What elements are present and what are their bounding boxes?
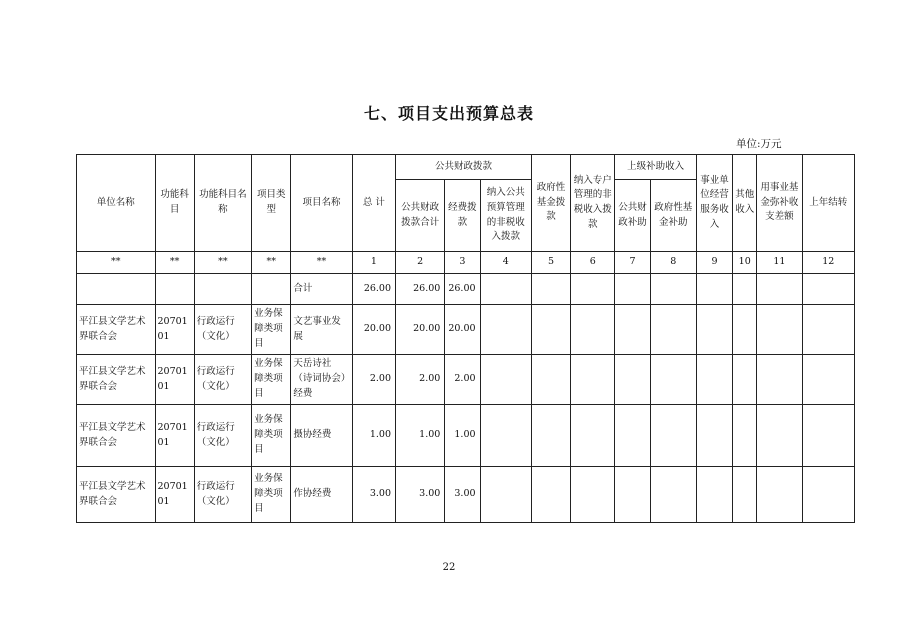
index-cell: **	[291, 252, 352, 274]
expense-cell: 26.00	[445, 274, 480, 305]
func-code-cell: 20701 01	[155, 467, 194, 523]
table-row	[77, 305, 855, 355]
header-func-name: 功能科目名称	[194, 155, 251, 252]
index-cell: **	[155, 252, 194, 274]
proj-type-cell: 业务保障类项目	[252, 467, 291, 523]
index-cell: 8	[650, 252, 696, 274]
header-sup-public: 公共财政补助	[615, 180, 650, 252]
header-special-nontax: 纳入专户管理的非税收入拨款	[571, 155, 615, 252]
expense-cell: 3.00	[445, 467, 480, 523]
index-cell: 12	[802, 252, 854, 274]
index-cell: 1	[352, 252, 395, 274]
func-name-cell: 行政运行（文化）	[194, 467, 251, 523]
index-cell: **	[252, 252, 291, 274]
expense-cell: 1.00	[445, 405, 480, 467]
public-total-cell: 20.00	[396, 305, 445, 355]
total-label: 合计	[291, 274, 352, 305]
index-cell: **	[77, 252, 156, 274]
index-cell: 4	[480, 252, 531, 274]
header-prev-balance: 上年结转	[802, 155, 854, 252]
public-total-cell: 26.00	[396, 274, 445, 305]
func-code-cell: 20701 01	[155, 405, 194, 467]
header-proj-type: 项目类型	[252, 155, 291, 252]
proj-name-cell: 天岳诗社（诗词协会）经费	[291, 355, 352, 405]
total-row	[77, 274, 855, 305]
expense-cell: 2.00	[445, 355, 480, 405]
func-code-cell: 20701 01	[155, 305, 194, 355]
index-cell: 11	[757, 252, 802, 274]
page-number: 22	[442, 562, 456, 573]
proj-type-cell: 业务保障类项目	[252, 355, 291, 405]
unit-name-cell: 平江县文学艺术界联合会	[77, 355, 156, 405]
total-cell: 3.00	[352, 467, 395, 523]
proj-name-cell: 摄协经费	[291, 405, 352, 467]
unit-name-cell: 平江县文学艺术界联合会	[77, 467, 156, 523]
public-total-cell: 1.00	[396, 405, 445, 467]
header-proj-name: 项目名称	[291, 155, 352, 252]
index-cell: 9	[696, 252, 732, 274]
index-cell: 7	[615, 252, 650, 274]
total-cell: 20.00	[352, 305, 395, 355]
header-superior-group: 上级补助收入	[615, 155, 697, 180]
header-row-1	[77, 155, 855, 180]
func-name-cell: 行政运行（文化）	[194, 305, 251, 355]
header-public-group: 公共财政拨款	[396, 155, 532, 180]
header-business-income: 事业单位经营服务收入	[696, 155, 732, 252]
header-unit-name: 单位名称	[77, 155, 156, 252]
public-total-cell: 2.00	[396, 355, 445, 405]
unit-label: 单位:万元	[736, 138, 782, 150]
header-sup-gov-fund: 政府性基金补助	[650, 180, 696, 252]
func-name-cell: 行政运行（文化）	[194, 405, 251, 467]
header-other-income: 其他收入	[733, 155, 757, 252]
proj-type-cell: 业务保障类项目	[252, 405, 291, 467]
table-row	[77, 355, 855, 405]
proj-name-cell: 作协经费	[291, 467, 352, 523]
func-code-cell: 20701 01	[155, 355, 194, 405]
index-cell: 5	[531, 252, 570, 274]
unit-name-cell: 平江县文学艺术界联合会	[77, 305, 156, 355]
expense-cell: 20.00	[445, 305, 480, 355]
header-func-code: 功能科目	[155, 155, 194, 252]
header-gov-fund: 政府性基金拨款	[531, 155, 570, 252]
index-cell: **	[194, 252, 251, 274]
budget-table	[76, 154, 855, 523]
header-expense-alloc: 经费拨款	[445, 180, 480, 252]
total-cell: 1.00	[352, 405, 395, 467]
index-row	[77, 252, 855, 274]
header-fund-offset: 用事业基金弥补收支差额	[757, 155, 802, 252]
header-total: 总 计	[352, 155, 395, 252]
proj-name-cell: 文艺事业发展	[291, 305, 352, 355]
total-cell: 2.00	[352, 355, 395, 405]
index-cell: 6	[571, 252, 615, 274]
header-public-total: 公共财政拨款合计	[396, 180, 445, 252]
index-cell: 2	[396, 252, 445, 274]
total-cell: 26.00	[352, 274, 395, 305]
table-row	[77, 405, 855, 467]
proj-type-cell: 业务保障类项目	[252, 305, 291, 355]
table-row	[77, 467, 855, 523]
header-nontax-budget: 纳入公共预算管理的非税收入拨款	[480, 180, 531, 252]
unit-name-cell: 平江县文学艺术界联合会	[77, 405, 156, 467]
index-cell: 3	[445, 252, 480, 274]
index-cell: 10	[733, 252, 757, 274]
public-total-cell: 3.00	[396, 467, 445, 523]
func-name-cell: 行政运行（文化）	[194, 355, 251, 405]
page-title: 七、项目支出预算总表	[363, 104, 534, 123]
